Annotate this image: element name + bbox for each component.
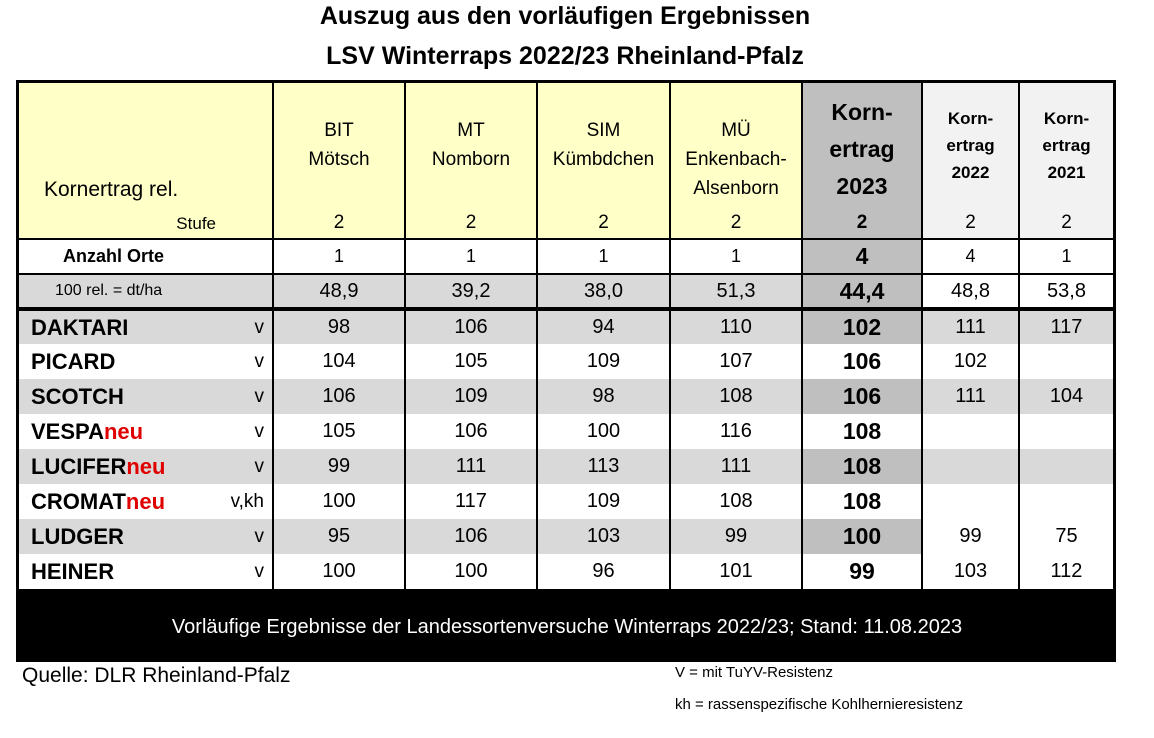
table-row (19, 449, 1113, 484)
anzahl-value: 1 (1019, 239, 1113, 274)
legend-v: V = mit TuYV-Resistenz (675, 664, 833, 681)
korn2022-header (922, 83, 1019, 239)
base-value: 48,9 (273, 274, 405, 309)
variety-label: LUDGER (31, 523, 124, 549)
anzahl-value: 1 (537, 239, 670, 274)
value-cell: 110 (670, 309, 802, 344)
location-name: Enkenbach- (685, 149, 787, 170)
anzahl-value: 4 (922, 239, 1019, 274)
value-cell: 96 (537, 554, 670, 589)
base-value-2023: 44,4 (802, 274, 922, 309)
value-cell: 111 (670, 449, 802, 484)
anzahl-label: Anzahl Orte (19, 239, 273, 274)
value-cell-2023: 99 (802, 554, 922, 589)
korn2023-header (802, 83, 922, 239)
value-cell-2023: 100 (802, 519, 922, 554)
value-cell-2023: 108 (802, 484, 922, 519)
stufe-value: 2 (465, 212, 477, 233)
korn2022-l3: 2022 (951, 163, 990, 182)
value-cell: 106 (405, 519, 537, 554)
resistance-flag: v (254, 316, 264, 338)
value-cell: 106 (405, 414, 537, 449)
table-row (19, 379, 1113, 414)
title-line-1: Auszug aus den vorläufigen Ergebnissen (319, 2, 811, 30)
value-cell: 94 (537, 309, 670, 344)
location-name: Mötsch (308, 149, 370, 170)
value-cell: 106 (405, 309, 537, 344)
value-cell (1019, 449, 1113, 484)
location-name: Nomborn (431, 149, 511, 170)
value-cell: 116 (670, 414, 802, 449)
location-name: Kümbdchen (552, 149, 655, 170)
table-row (19, 484, 1113, 519)
value-cell: 105 (405, 344, 537, 379)
anzahl-value: 1 (405, 239, 537, 274)
korn2021-header (1019, 83, 1113, 239)
resistance-flag: v (254, 560, 264, 582)
base-value: 39,2 (405, 274, 537, 309)
value-cell: 111 (922, 309, 1019, 344)
value-cell: 99 (922, 519, 1019, 554)
value-cell: 104 (1019, 379, 1113, 414)
table-row (19, 519, 1113, 554)
value-cell: 113 (537, 449, 670, 484)
base-value: 38,0 (537, 274, 670, 309)
variety-label: LUCIFER (31, 453, 127, 479)
location-header-bit (273, 83, 405, 239)
korn2022-l2: ertrag (946, 136, 995, 155)
value-cell-2023: 108 (802, 414, 922, 449)
variety-label: DAKTARI (31, 314, 129, 340)
stufe-value: 2 (333, 212, 345, 233)
base-row (19, 274, 1113, 309)
variety-label: HEINER (31, 558, 115, 584)
value-cell: 109 (537, 344, 670, 379)
value-cell: 95 (273, 519, 405, 554)
variety-label: PICARD (31, 348, 116, 374)
value-cell: 100 (537, 414, 670, 449)
value-cell (1019, 414, 1113, 449)
resistance-flag: v (254, 385, 264, 407)
value-cell: 104 (273, 344, 405, 379)
stufe-value: 2 (730, 212, 742, 233)
results-table (19, 83, 1113, 589)
table-row (19, 309, 1113, 344)
variety-name (19, 309, 273, 344)
value-cell-2023: 106 (802, 379, 922, 414)
variety-name (19, 484, 273, 519)
resistance-flag: v,kh (230, 490, 264, 512)
variety-name (19, 379, 273, 414)
value-cell: 111 (405, 449, 537, 484)
anzahl-value: 1 (670, 239, 802, 274)
variety-name (19, 344, 273, 379)
resistance-flag: v (254, 455, 264, 477)
value-cell: 112 (1019, 554, 1113, 589)
base-value: 48,8 (922, 274, 1019, 309)
location-name-cont: Alsenborn (693, 178, 779, 199)
stufe-label: Stufe (176, 214, 216, 233)
value-cell: 100 (273, 554, 405, 589)
title-line-2: LSV Winterraps 2022/23 Rheinland-Pfalz (326, 42, 804, 70)
value-cell: 106 (273, 379, 405, 414)
variety-name (19, 449, 273, 484)
resistance-flag: v (254, 420, 264, 442)
korn2023-l2: ertrag (829, 136, 895, 162)
anzahl-value: 1 (273, 239, 405, 274)
location-header-mue (670, 83, 802, 239)
base-value: 53,8 (1019, 274, 1113, 309)
legend-kh: kh = rassenspezifische Kohlhernieresistenz (675, 696, 964, 713)
base-value: 51,3 (670, 274, 802, 309)
value-cell: 103 (922, 554, 1019, 589)
value-cell: 100 (405, 554, 537, 589)
table-row (19, 344, 1113, 379)
stufe-value: 2 (598, 212, 609, 233)
value-cell: 103 (537, 519, 670, 554)
value-cell: 99 (273, 449, 405, 484)
variety-name (19, 414, 273, 449)
location-code: MT (457, 120, 485, 141)
source-label: Quelle: DLR Rheinland-Pfalz (22, 664, 291, 687)
table-row (19, 554, 1113, 589)
value-cell: 98 (273, 309, 405, 344)
variety-label: SCOTCH (31, 383, 124, 409)
neu-marker: neu (125, 488, 166, 514)
value-cell: 109 (537, 484, 670, 519)
korn2023-l1: Korn- (831, 99, 893, 125)
resistance-flag: v (254, 525, 264, 547)
stufe-value: 2 (856, 212, 868, 233)
neu-marker: neu (126, 453, 166, 479)
value-cell: 108 (670, 484, 802, 519)
table-row (19, 414, 1113, 449)
value-cell-2023: 106 (802, 344, 922, 379)
variety-label: CROMAT (31, 488, 126, 514)
anzahl-row (19, 239, 1113, 274)
neu-marker: neu (103, 418, 144, 444)
variety-label: VESPA (31, 418, 104, 444)
location-header-sim (537, 83, 670, 239)
value-cell (1019, 344, 1113, 379)
korn2022-l1: Korn- (947, 109, 994, 128)
korn2021-l2: ertrag (1042, 136, 1091, 155)
stufe-value: 2 (965, 212, 976, 233)
anzahl-value-2023: 4 (802, 239, 922, 274)
value-cell (1019, 484, 1113, 519)
value-cell: 75 (1019, 519, 1113, 554)
value-cell: 102 (922, 344, 1019, 379)
base-label: 100 rel. = dt/ha (19, 274, 273, 309)
value-cell: 108 (670, 379, 802, 414)
variety-name (19, 554, 273, 589)
value-cell: 111 (922, 379, 1019, 414)
header-row (19, 83, 1113, 239)
value-cell: 117 (1019, 309, 1113, 344)
stufe-value: 2 (1061, 212, 1072, 233)
location-header-mt (405, 83, 537, 239)
value-cell: 109 (405, 379, 537, 414)
location-code: BIT (324, 120, 354, 141)
value-cell: 101 (670, 554, 802, 589)
value-cell-2023: 102 (802, 309, 922, 344)
location-code: MÜ (721, 120, 751, 141)
value-cell (922, 449, 1019, 484)
korn2021-l3: 2021 (1047, 163, 1086, 182)
kornertrag-rel-label: Kornertrag rel. (44, 178, 179, 201)
location-code: SIM (586, 120, 621, 141)
value-cell: 105 (273, 414, 405, 449)
value-cell: 100 (273, 484, 405, 519)
value-cell: 107 (670, 344, 802, 379)
value-cell: 98 (537, 379, 670, 414)
korn2023-l3: 2023 (836, 173, 888, 199)
value-cell (922, 414, 1019, 449)
resistance-flag: v (254, 350, 264, 372)
value-cell-2023: 108 (802, 449, 922, 484)
value-cell: 117 (405, 484, 537, 519)
value-cell: 99 (670, 519, 802, 554)
korn2021-l1: Korn- (1043, 109, 1090, 128)
value-cell (922, 484, 1019, 519)
header-label-cell (19, 83, 273, 239)
variety-name (19, 519, 273, 554)
footer-note: Vorläufige Ergebnisse der Landessortenversuche Winterraps 2022/23; Stand: 11.08.2023 (19, 594, 1115, 660)
